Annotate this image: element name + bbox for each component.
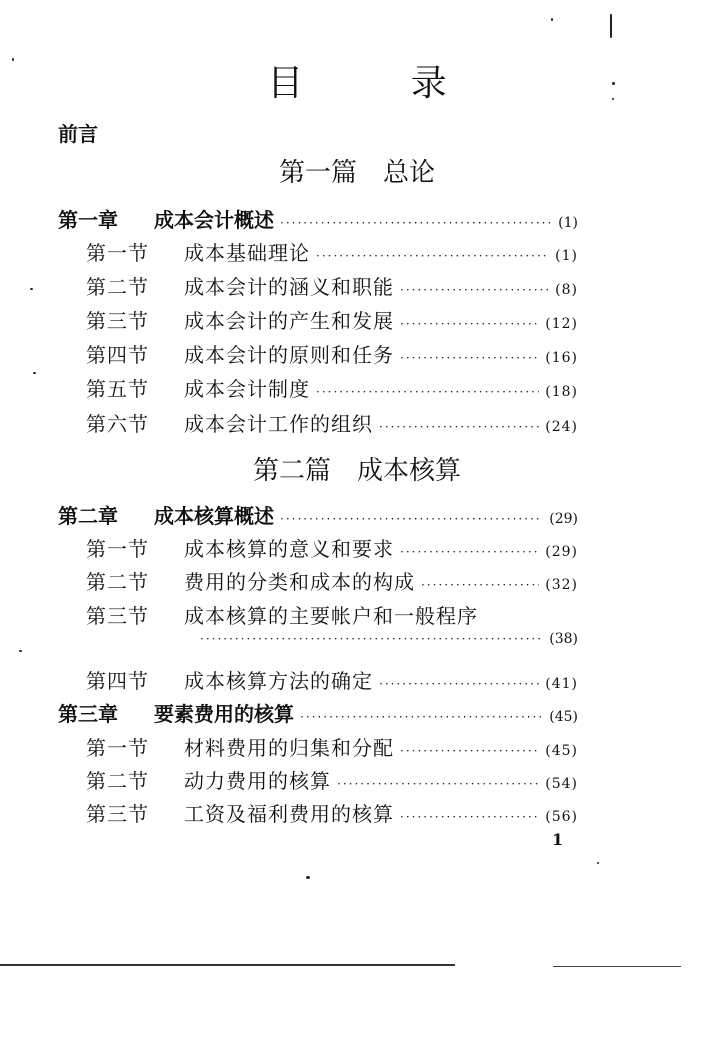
toc-section[interactable]	[86, 765, 578, 794]
page-ref: (29)	[549, 511, 578, 527]
section-number: 第一节	[86, 736, 149, 760]
page-ref: (1)	[558, 215, 578, 231]
page-ref: (16)	[545, 350, 578, 366]
toc-section[interactable]	[86, 566, 578, 595]
page-ref: (41)	[545, 676, 578, 692]
leader-dots	[400, 317, 539, 331]
section-title: 成本核算方法的确定	[184, 669, 373, 693]
chapter-number: 第三章	[58, 702, 118, 726]
page-ref: (8)	[555, 282, 578, 298]
section-number: 第三节	[86, 802, 149, 826]
bottom-rule	[0, 964, 455, 966]
scan-speck	[12, 58, 14, 61]
page-ref: (45)	[549, 709, 578, 725]
toc-section-continuation[interactable]	[200, 631, 578, 647]
section-title: 材料费用的归集和分配	[184, 736, 394, 760]
leader-dots	[421, 578, 539, 592]
section-number: 第五节	[86, 377, 149, 401]
toc-section[interactable]	[86, 533, 578, 562]
toc-section[interactable]	[86, 373, 578, 402]
part-name: 成本核算	[357, 456, 462, 486]
page-number: 1	[552, 830, 564, 849]
toc-section[interactable]	[86, 339, 578, 368]
toc-chapter-1[interactable]	[58, 204, 578, 233]
leader-dots	[316, 385, 539, 399]
page-ref: (45)	[545, 743, 578, 759]
leader-dots	[400, 283, 549, 297]
page-title: 目 录	[267, 63, 495, 104]
leader-dots	[280, 216, 552, 230]
toc-section[interactable]	[86, 798, 578, 827]
section-number: 第三节	[86, 604, 149, 628]
scan-speck	[612, 98, 614, 100]
leader-dots	[400, 810, 539, 824]
page-ref: (24)	[545, 419, 578, 435]
section-title: 费用的分类和成本的构成	[184, 570, 415, 594]
toc-chapter-2[interactable]	[58, 500, 578, 529]
part-heading-2	[0, 450, 714, 487]
section-title: 成本会计的原则和任务	[184, 343, 394, 367]
section-title: 成本会计的涵义和职能	[184, 275, 394, 299]
leader-dots	[300, 710, 543, 724]
scan-speck	[306, 876, 310, 879]
part-name: 总论	[383, 158, 436, 188]
section-title: 成本基础理论	[184, 241, 310, 265]
scan-speck	[551, 18, 553, 21]
scan-speck	[19, 650, 22, 652]
toc-section[interactable]	[86, 665, 578, 694]
leader-dots	[280, 512, 543, 526]
section-title: 动力费用的核算	[184, 769, 331, 793]
section-title: 成本会计工作的组织	[184, 412, 373, 436]
part-label: 第二篇	[252, 456, 331, 486]
page-ref: (1)	[555, 248, 578, 264]
chapter-number: 第二章	[58, 504, 118, 528]
leader-dots	[337, 777, 539, 791]
part-heading-1	[0, 152, 714, 189]
chapter-number: 第一章	[58, 208, 118, 232]
toc-section[interactable]	[86, 732, 578, 761]
section-number: 第四节	[86, 669, 149, 693]
section-title: 成本核算的意义和要求	[184, 537, 394, 561]
toc-section[interactable]	[86, 600, 578, 629]
leader-dots	[316, 249, 549, 263]
chapter-title: 要素费用的核算	[154, 702, 294, 726]
bottom-rule-short	[553, 966, 681, 967]
chapter-title: 成本会计概述	[154, 208, 274, 232]
section-number: 第二节	[86, 769, 149, 793]
section-title: 工资及福利费用的核算	[184, 802, 394, 826]
section-number: 第二节	[86, 275, 149, 299]
scan-speck	[597, 862, 599, 864]
toc-chapter-3[interactable]	[58, 698, 578, 727]
leader-dots	[200, 632, 543, 646]
leader-dots	[400, 351, 539, 365]
section-number: 第四节	[86, 343, 149, 367]
page-ref: (38)	[549, 631, 578, 647]
section-number: 第一节	[86, 241, 149, 265]
toc-section[interactable]	[86, 237, 578, 266]
section-title: 成本会计的产生和发展	[184, 309, 394, 333]
page-ref: (29)	[545, 544, 578, 560]
page-ref: (18)	[545, 384, 578, 400]
page-ref: (54)	[545, 776, 578, 792]
scan-speck	[33, 372, 36, 374]
section-number: 第六节	[86, 412, 149, 436]
section-number: 第一节	[86, 537, 149, 561]
leader-dots	[400, 545, 539, 559]
toc-preface[interactable]: 前言	[58, 122, 98, 146]
section-title: 成本会计制度	[184, 377, 310, 401]
leader-dots	[379, 677, 539, 691]
toc-section[interactable]	[86, 305, 578, 334]
section-number: 第三节	[86, 309, 149, 333]
page-ref: (32)	[545, 577, 578, 593]
leader-dots	[400, 744, 539, 758]
page-ref: (12)	[545, 316, 578, 332]
scan-speck	[610, 14, 612, 38]
toc-section[interactable]	[86, 408, 578, 437]
part-label: 第一篇	[278, 158, 357, 188]
section-title: 成本核算的主要帐户和一般程序	[184, 604, 478, 628]
toc-section[interactable]	[86, 271, 578, 300]
leader-dots	[379, 420, 539, 434]
scan-speck	[30, 288, 33, 290]
scan-speck	[612, 82, 615, 85]
chapter-title: 成本核算概述	[154, 504, 274, 528]
section-number: 第二节	[86, 570, 149, 594]
page-ref: (56)	[545, 809, 578, 825]
